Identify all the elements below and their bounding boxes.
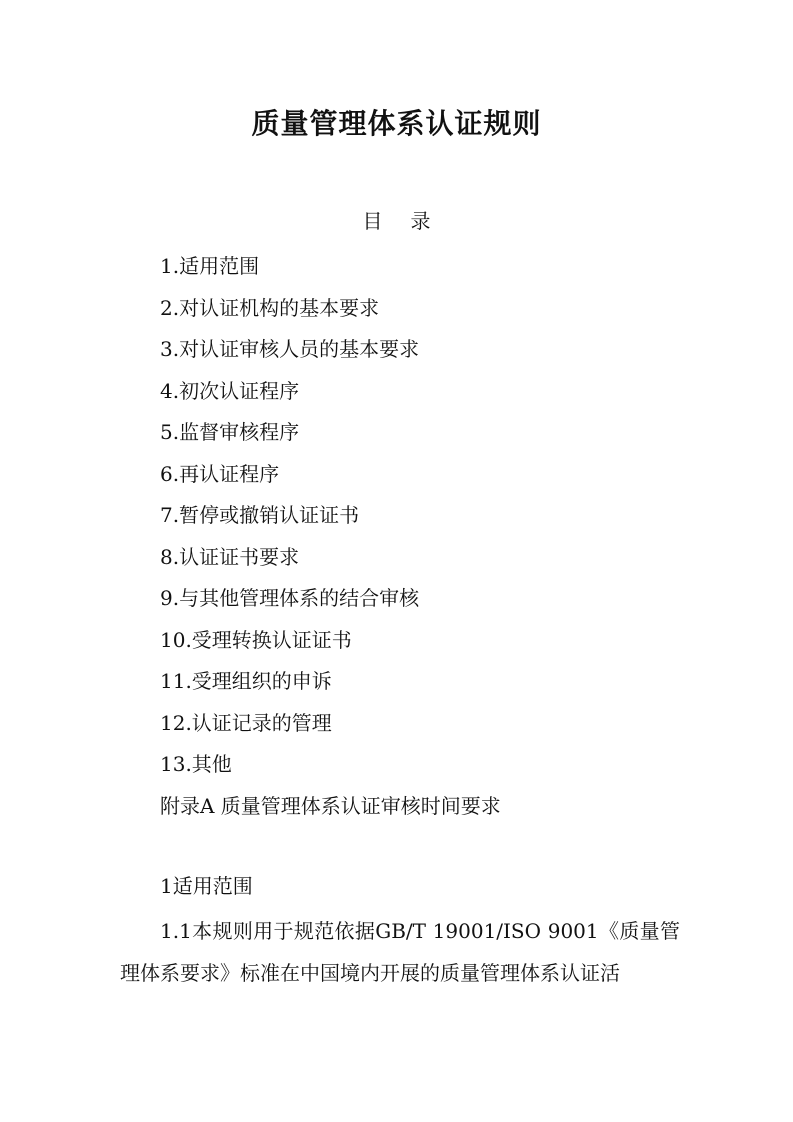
toc-item: 6.再认证程序 [160,461,280,486]
toc-item-appendix: 附录A 质量管理体系认证审核时间要求 [160,793,501,818]
toc-heading: 目录 [362,209,459,233]
toc-item: 1.适用范围 [160,254,260,278]
section-heading: 1适用范围 [160,874,253,898]
toc-item: 11.受理组织的申诉 [160,669,332,693]
toc-item: 12.认证记录的管理 [160,710,332,735]
toc-item: 9.与其他管理体系的结合审核 [160,586,420,610]
toc-item: 2.对认证机构的基本要求 [160,295,380,320]
toc-item: 7.暂停或撤销认证证书 [160,503,360,527]
toc-item: 8.认证证书要求 [160,544,300,569]
toc-item: 10.受理转换认证证书 [160,627,352,652]
toc-item: 4.初次认证程序 [160,378,300,403]
toc-item: 3.对认证审核人员的基本要求 [160,337,420,361]
body-paragraph: 1.1本规则用于规范依据GB/T 19001/ISO 9001《质量管理体系要求》标准在中国境内开展的质量管理体系认证活 [120,919,680,985]
table-of-contents [160,246,501,827]
toc-item: 5.监督审核程序 [160,420,300,444]
toc-item: 13.其他 [160,752,232,776]
document-title: 质量管理体系认证规则 [251,107,542,140]
